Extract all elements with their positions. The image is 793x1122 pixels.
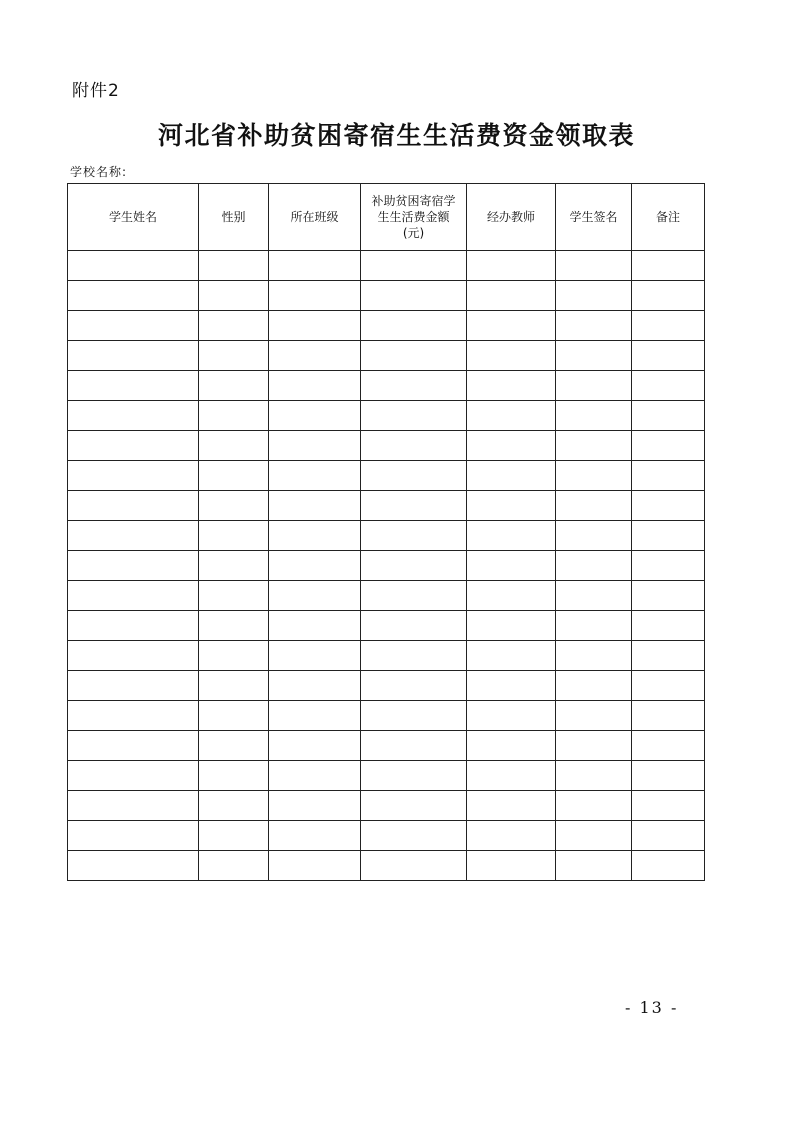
table-cell[interactable] xyxy=(199,521,269,551)
table-cell[interactable] xyxy=(269,851,361,881)
table-cell[interactable] xyxy=(556,761,632,791)
table-cell[interactable] xyxy=(361,641,467,671)
table-cell[interactable] xyxy=(199,311,269,341)
table-cell[interactable] xyxy=(361,311,467,341)
table-cell[interactable] xyxy=(467,611,556,641)
table-cell[interactable] xyxy=(68,521,199,551)
table-cell[interactable] xyxy=(467,401,556,431)
table-cell[interactable] xyxy=(467,311,556,341)
table-cell[interactable] xyxy=(467,821,556,851)
table-cell[interactable] xyxy=(361,281,467,311)
table-cell[interactable] xyxy=(632,671,705,701)
table-row xyxy=(68,611,705,641)
table-cell[interactable] xyxy=(68,431,199,461)
table-cell[interactable] xyxy=(361,731,467,761)
table-cell[interactable] xyxy=(632,251,705,281)
table-cell[interactable] xyxy=(68,311,199,341)
table-cell[interactable] xyxy=(199,701,269,731)
table-cell[interactable] xyxy=(467,491,556,521)
table-cell[interactable] xyxy=(269,641,361,671)
table-cell[interactable] xyxy=(467,761,556,791)
table-cell[interactable] xyxy=(361,401,467,431)
table-cell[interactable] xyxy=(632,521,705,551)
table-cell[interactable] xyxy=(632,281,705,311)
table-row xyxy=(68,431,705,461)
table-cell[interactable] xyxy=(68,791,199,821)
table-cell[interactable] xyxy=(467,701,556,731)
table-cell[interactable] xyxy=(269,821,361,851)
table-cell[interactable] xyxy=(361,671,467,701)
table-row xyxy=(68,581,705,611)
table-cell[interactable] xyxy=(269,461,361,491)
table-cell[interactable] xyxy=(467,281,556,311)
table-cell[interactable] xyxy=(199,641,269,671)
table-cell[interactable] xyxy=(269,251,361,281)
table-cell[interactable] xyxy=(632,791,705,821)
table-cell[interactable] xyxy=(467,671,556,701)
table-cell[interactable] xyxy=(556,311,632,341)
table-cell[interactable] xyxy=(269,281,361,311)
table-cell[interactable] xyxy=(467,731,556,761)
table-row xyxy=(68,671,705,701)
table-row xyxy=(68,251,705,281)
table-cell[interactable] xyxy=(269,581,361,611)
table-cell[interactable] xyxy=(68,731,199,761)
table-row xyxy=(68,491,705,521)
table-row xyxy=(68,731,705,761)
header-row xyxy=(68,184,705,251)
table-cell[interactable] xyxy=(556,521,632,551)
table-cell[interactable] xyxy=(269,791,361,821)
attachment-label: 附件2 xyxy=(72,81,120,101)
table-cell[interactable] xyxy=(467,431,556,461)
table-cell[interactable] xyxy=(556,251,632,281)
table-cell[interactable] xyxy=(68,851,199,881)
table-cell[interactable] xyxy=(68,491,199,521)
table-row xyxy=(68,641,705,671)
table-cell[interactable] xyxy=(68,341,199,371)
document-title: 河北省补助贫困寄宿生生活费资金领取表 xyxy=(157,121,635,150)
table-cell[interactable] xyxy=(68,761,199,791)
table-cell[interactable] xyxy=(269,311,361,341)
table-row xyxy=(68,461,705,491)
table-cell[interactable] xyxy=(361,851,467,881)
table-cell[interactable] xyxy=(361,341,467,371)
table-row xyxy=(68,791,705,821)
header-gender: 性别 xyxy=(199,184,269,251)
table-cell[interactable] xyxy=(632,851,705,881)
table-cell[interactable] xyxy=(199,791,269,821)
table-cell[interactable] xyxy=(199,491,269,521)
table-cell[interactable] xyxy=(199,341,269,371)
table-cell[interactable] xyxy=(632,701,705,731)
table-cell[interactable] xyxy=(68,401,199,431)
table-cell[interactable] xyxy=(556,731,632,761)
table-cell[interactable] xyxy=(467,521,556,551)
header-student-signature: 学生签名 xyxy=(556,184,632,251)
table-cell[interactable] xyxy=(269,731,361,761)
table-cell[interactable] xyxy=(269,611,361,641)
table-cell[interactable] xyxy=(467,791,556,821)
table-row xyxy=(68,761,705,791)
table-cell[interactable] xyxy=(467,641,556,671)
table-cell[interactable] xyxy=(199,671,269,701)
table-cell[interactable] xyxy=(556,281,632,311)
table-cell[interactable] xyxy=(632,611,705,641)
header-remarks: 备注 xyxy=(632,184,705,251)
table-cell[interactable] xyxy=(556,401,632,431)
table-cell[interactable] xyxy=(269,371,361,401)
table-row xyxy=(68,371,705,401)
table-cell[interactable] xyxy=(632,581,705,611)
table-cell[interactable] xyxy=(361,791,467,821)
table-row xyxy=(68,401,705,431)
header-class: 所在班级 xyxy=(269,184,361,251)
table-cell[interactable] xyxy=(68,821,199,851)
table-cell[interactable] xyxy=(269,341,361,371)
table-cell[interactable] xyxy=(199,461,269,491)
table-cell[interactable] xyxy=(199,251,269,281)
table-cell[interactable] xyxy=(68,671,199,701)
table-cell[interactable] xyxy=(632,731,705,761)
table-cell[interactable] xyxy=(556,701,632,731)
table-cell[interactable] xyxy=(556,821,632,851)
table-cell[interactable] xyxy=(556,671,632,701)
table-cell[interactable] xyxy=(632,401,705,431)
table-cell[interactable] xyxy=(556,581,632,611)
table-cell[interactable] xyxy=(361,611,467,641)
table-cell[interactable] xyxy=(467,551,556,581)
table-cell[interactable] xyxy=(467,371,556,401)
table-cell[interactable] xyxy=(467,581,556,611)
table-cell[interactable] xyxy=(632,431,705,461)
table-cell[interactable] xyxy=(361,491,467,521)
header-subsidy-amount: 补助贫困寄宿学 生生活费金额 (元) xyxy=(361,184,467,251)
table-cell[interactable] xyxy=(361,701,467,731)
table-cell[interactable] xyxy=(467,251,556,281)
table-row xyxy=(68,281,705,311)
table-cell[interactable] xyxy=(632,761,705,791)
table-row xyxy=(68,521,705,551)
table-cell[interactable] xyxy=(68,281,199,311)
table-cell[interactable] xyxy=(467,461,556,491)
table-cell[interactable] xyxy=(199,581,269,611)
table-cell[interactable] xyxy=(632,371,705,401)
subsidy-table xyxy=(67,183,705,881)
table-cell[interactable] xyxy=(361,581,467,611)
table-cell[interactable] xyxy=(199,431,269,461)
table-cell[interactable] xyxy=(556,461,632,491)
table-cell[interactable] xyxy=(632,821,705,851)
table-cell[interactable] xyxy=(199,821,269,851)
table-cell[interactable] xyxy=(269,551,361,581)
table-cell[interactable] xyxy=(556,341,632,371)
page-number: - 13 - xyxy=(625,998,679,1017)
table-row xyxy=(68,311,705,341)
table-cell[interactable] xyxy=(199,551,269,581)
table-cell[interactable] xyxy=(68,461,199,491)
table-cell[interactable] xyxy=(269,491,361,521)
table-cell[interactable] xyxy=(361,371,467,401)
table-cell[interactable] xyxy=(361,821,467,851)
school-name-label: 学校名称: xyxy=(70,165,128,179)
table-cell[interactable] xyxy=(68,701,199,731)
table-row xyxy=(68,551,705,581)
table-cell[interactable] xyxy=(199,851,269,881)
table-cell[interactable] xyxy=(269,671,361,701)
table-cell[interactable] xyxy=(269,401,361,431)
table-cell[interactable] xyxy=(632,311,705,341)
table-cell[interactable] xyxy=(467,341,556,371)
table-cell[interactable] xyxy=(556,551,632,581)
table-cell[interactable] xyxy=(556,851,632,881)
table-cell[interactable] xyxy=(361,431,467,461)
table-cell[interactable] xyxy=(556,491,632,521)
table-row xyxy=(68,851,705,881)
table-cell[interactable] xyxy=(556,791,632,821)
table-cell[interactable] xyxy=(68,371,199,401)
table-cell[interactable] xyxy=(199,281,269,311)
table-cell[interactable] xyxy=(269,701,361,731)
header-handling-teacher: 经办教师 xyxy=(467,184,556,251)
table-cell[interactable] xyxy=(556,371,632,401)
table-cell[interactable] xyxy=(199,761,269,791)
table-cell[interactable] xyxy=(632,491,705,521)
table-cell[interactable] xyxy=(269,431,361,461)
table-body xyxy=(68,251,705,881)
table-row xyxy=(68,821,705,851)
table-cell[interactable] xyxy=(199,371,269,401)
table-cell[interactable] xyxy=(68,611,199,641)
table-cell[interactable] xyxy=(632,641,705,671)
table-cell[interactable] xyxy=(269,761,361,791)
table-cell[interactable] xyxy=(68,251,199,281)
table-cell[interactable] xyxy=(632,461,705,491)
table-cell[interactable] xyxy=(361,521,467,551)
table-cell[interactable] xyxy=(68,581,199,611)
table-cell[interactable] xyxy=(68,551,199,581)
table-cell[interactable] xyxy=(556,611,632,641)
table-row xyxy=(68,341,705,371)
table-cell[interactable] xyxy=(199,731,269,761)
table-row xyxy=(68,701,705,731)
table-cell[interactable] xyxy=(632,551,705,581)
table-cell[interactable] xyxy=(361,551,467,581)
table-cell[interactable] xyxy=(556,641,632,671)
table-cell[interactable] xyxy=(199,611,269,641)
table-cell[interactable] xyxy=(556,431,632,461)
table-cell[interactable] xyxy=(199,401,269,431)
table-cell[interactable] xyxy=(467,851,556,881)
table-cell[interactable] xyxy=(361,761,467,791)
table-cell[interactable] xyxy=(632,341,705,371)
table-cell[interactable] xyxy=(269,521,361,551)
header-student-name: 学生姓名 xyxy=(68,184,199,251)
table-cell[interactable] xyxy=(68,641,199,671)
table-cell[interactable] xyxy=(361,461,467,491)
table-cell[interactable] xyxy=(361,251,467,281)
